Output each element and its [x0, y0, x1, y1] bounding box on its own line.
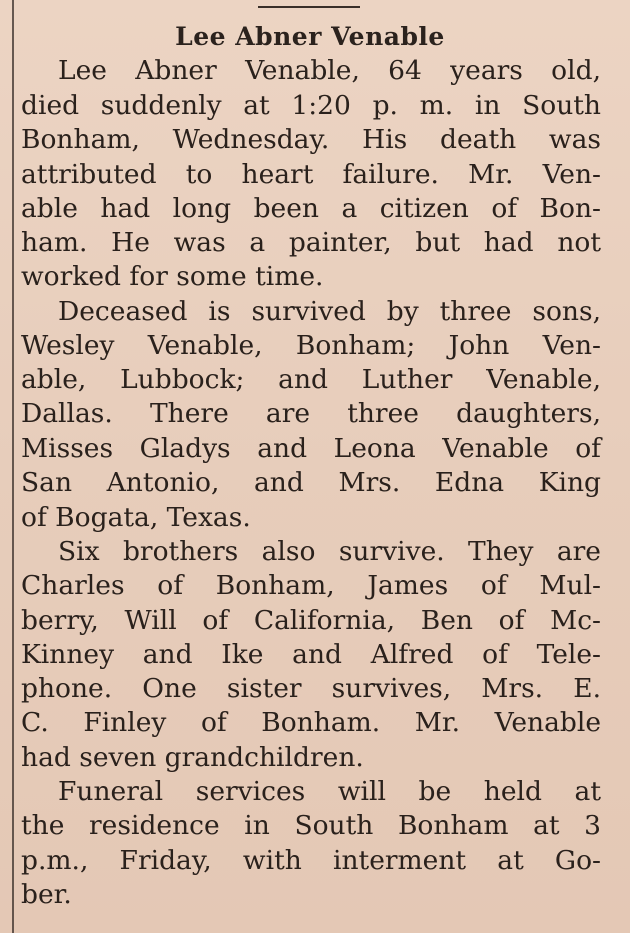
text-line: berry, Will of California, Ben of Mc-	[21, 605, 601, 636]
text-line: the residence in South Bonham at 3	[21, 810, 601, 841]
text-line: San Antonio, and Mrs. Edna King	[21, 467, 601, 498]
text-line: Deceased is survived by three sons,	[58, 296, 601, 327]
column-rule	[12, 0, 14, 933]
text-line: died suddenly at 1:20 p. m. in South	[21, 90, 601, 121]
obituary-headline: Lee Abner Venable	[175, 22, 445, 51]
text-line: Charles of Bonham, James of Mul-	[21, 570, 601, 601]
text-line: Kinney and Ike and Alfred of Tele-	[21, 639, 601, 670]
text-line: had seven grandchildren.	[21, 742, 364, 773]
text-line: Funeral services will be held at	[58, 776, 601, 807]
text-line: phone. One sister survives, Mrs. E.	[21, 673, 601, 704]
text-line: Six brothers also survive. They are	[58, 536, 601, 567]
text-line: Lee Abner Venable, 64 years old,	[58, 55, 601, 86]
text-line: able had long been a citizen of Bon-	[21, 193, 601, 224]
headline-rule	[258, 6, 360, 8]
text-line: attributed to heart failure. Mr. Ven-	[21, 159, 601, 190]
text-line: able, Lubbock; and Luther Venable,	[21, 364, 601, 395]
text-line: of Bogata, Texas.	[21, 502, 251, 533]
text-line: Dallas. There are three daughters,	[21, 398, 601, 429]
text-line: worked for some time.	[21, 261, 324, 292]
text-line: Wesley Venable, Bonham; John Ven-	[21, 330, 601, 361]
text-line: C. Finley of Bonham. Mr. Venable	[21, 707, 601, 738]
text-line: Bonham, Wednesday. His death was	[21, 124, 601, 155]
text-line: ber.	[21, 879, 72, 910]
text-line: ham. He was a painter, but had not	[21, 227, 601, 258]
text-line: Misses Gladys and Leona Venable of	[21, 433, 601, 464]
text-line: p.m., Friday, with interment at Go-	[21, 845, 601, 876]
